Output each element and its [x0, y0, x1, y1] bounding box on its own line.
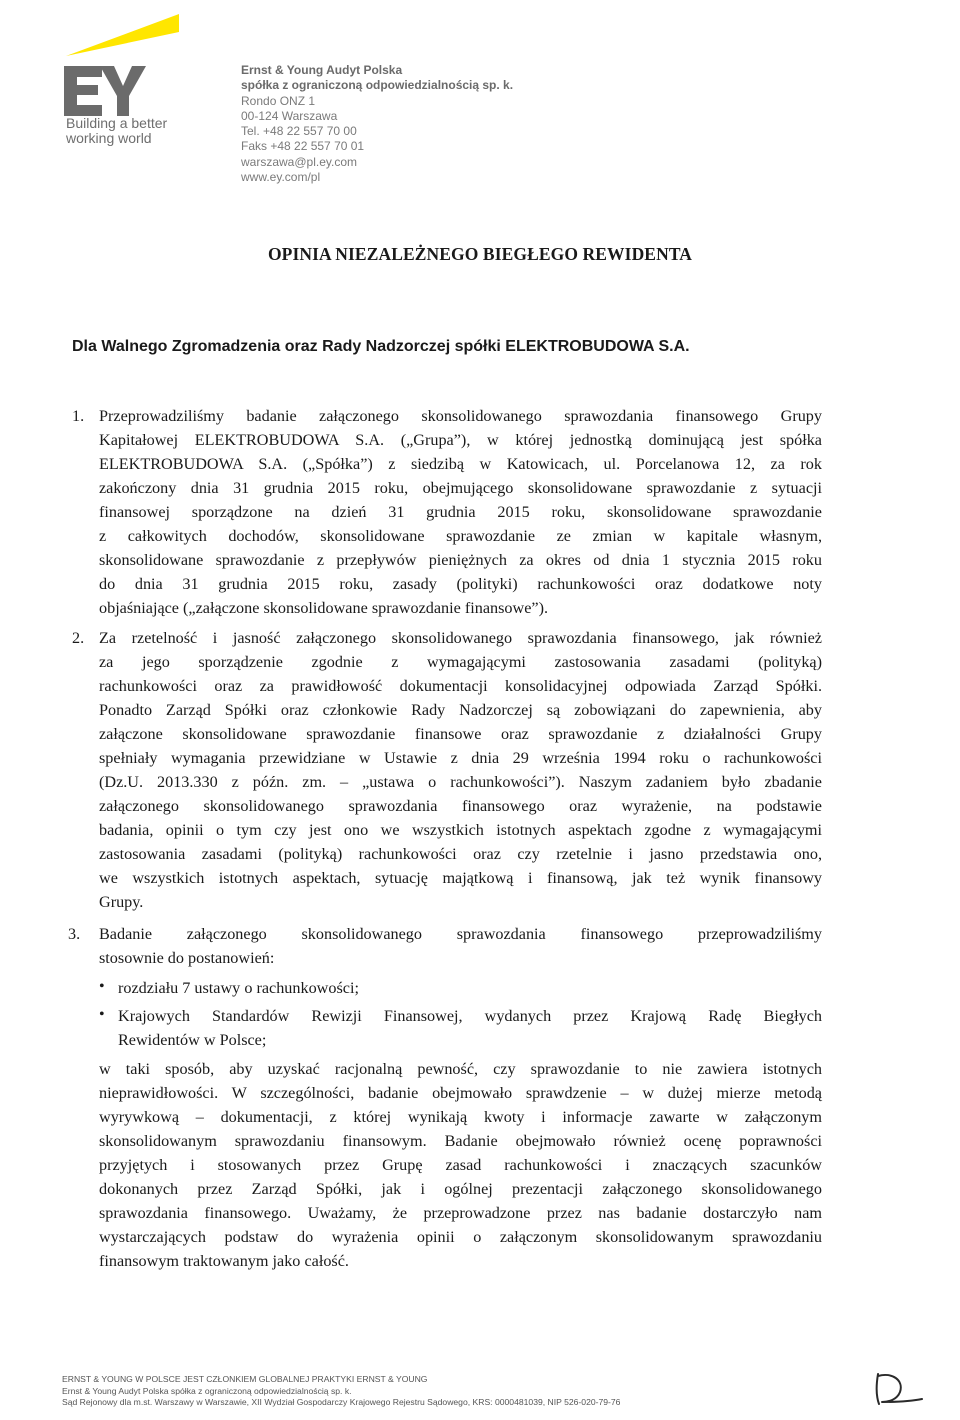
section-1-line: Kapitałowej ELEKTROBUDOWA S.A. („Grupa”), w której jednostką dominującą jest spółka — [99, 431, 822, 449]
section-2-line: (Dz.U. 2013.330 z późn. zm. – „ustawa o rachunkowości”). Naszym zadaniem było zbadanie — [99, 773, 822, 791]
section-2-line: we wszystkich istotnych aspektach, sytuację majątkową i finansową, jak też wynik finansowy — [99, 869, 822, 887]
section-1-number: 1. — [72, 407, 85, 425]
firm-legal-form: spółka z ograniczoną odpowiedzialnością sp. k. — [241, 78, 514, 93]
bullet-item-line: Rewidentów w Polsce; — [118, 1031, 267, 1049]
section-2-line: badania, opinii o tym czy jest ono we wszystkich istotnych aspektach zgodne z wymagającymi — [99, 821, 822, 839]
yellow-beam — [66, 14, 179, 56]
section-1-line: objaśniające („załączone skonsolidowane sprawozdanie finansowe”). — [99, 599, 549, 617]
section-3-line: wystarczających podstaw do wyrażenia opinii o załączonym skonsolidowanym sprawozdaniu — [99, 1228, 822, 1246]
street: Rondo ONZ 1 — [241, 93, 316, 108]
section-2-line: zastosowania zasadami (polityką) rachunkowości oraz czy rzetelnie i jasno przedstawia ono, — [99, 845, 822, 863]
section-2-line: załączonego skonsolidowanego sprawozdania finansowego oraz wyrażenie, na podstawie — [99, 797, 822, 815]
section-2-text — [99, 626, 822, 914]
bullet-item — [118, 1004, 822, 1052]
bullet-item-line: Krajowych Standardów Rewizji Finansowej, wydanych przez Krajową Radę Biegłych — [118, 1007, 822, 1025]
section-3-line: nieprawidłowości. W szczególności, badanie obejmowało sprawdzenie – w dużej mierze metodą — [99, 1084, 822, 1102]
bullet-icon: • — [99, 1006, 105, 1023]
section-2-line: Ponadto Zarząd Spółki oraz członkowie Rady Nadzorczej są zobowiązani do zapewnienia, aby — [99, 701, 822, 719]
bullet-item-line: rozdziału 7 ustawy o rachunkowości; — [118, 979, 359, 997]
firm-name: Ernst & Young Audyt Polska — [241, 63, 403, 77]
tagline-line-2: working world — [66, 130, 152, 146]
document-title: OPINIA NIEZALEŻNEGO BIEGŁEGO REWIDENTA — [267, 244, 693, 264]
section-3-line: skonsolidowanym sprawozdaniu finansowym. Badanie obejmowało również ocenę poprawności — [99, 1132, 822, 1150]
section-3-intro — [99, 922, 822, 970]
section-1-line: z całkowitych dochodów, skonsolidowane sprawozdanie ze zmian w kapitale własnym, — [99, 527, 822, 545]
postal-city: 00-124 Warszawa — [241, 108, 338, 123]
section-3-number: 3. — [68, 925, 81, 943]
initials-signature — [870, 1368, 926, 1408]
tagline-line-1: Building a better — [66, 115, 168, 131]
bullet-icon: • — [99, 978, 105, 995]
section-3-line: w taki sposób, aby uzyskać racjonalną pewność, czy sprawozdanie to nie zawiera istotnych — [99, 1060, 822, 1078]
section-2-line: Za rzetelność i jasność załączonego skonsolidowanego sprawozdania finansowego, jak również — [99, 629, 822, 647]
section-2-line: załączone skonsolidowane sprawozdanie finansowe oraz sprawozdanie z działalności Grupy — [99, 725, 822, 743]
email-address: warszawa@pl.ey.com — [241, 154, 357, 169]
section-3-line: wyrywkową – dokumentacji, z której wynikają kwoty i informacje zawarte w załączonym — [99, 1108, 822, 1126]
logo-letter-e — [64, 66, 102, 116]
section-3-line: przyjętych i stosowanych przez Grupę zasad rachunkowości i znaczących szacunków — [99, 1156, 822, 1174]
section-1-line: skonsolidowane sprawozdanie z przepływów pieniężnych za okres od dnia 1 stycznia 2015 roku — [99, 551, 822, 569]
section-1-line: finansowej sporządzone na dzień 31 grudnia 2015 roku, skonsolidowane sprawozdanie — [99, 503, 822, 521]
section-2-line: spełniały wymagania przewidziane w Ustawie z dnia 29 września 1994 roku o rachunkowości — [99, 749, 822, 767]
section-3-intro-line: stosownie do postanowień: — [99, 949, 275, 967]
section-3-line: sprawozdania finansowego. Uważamy, że przeprowadzone przez nas badanie dostarczyło nam — [99, 1204, 822, 1222]
section-1-line: zakończony dnia 31 grudnia 2015 roku, obejmującego skonsolidowane sprawozdanie z sytuacji — [99, 479, 822, 497]
page-footer — [62, 1374, 822, 1409]
section-2-line: Grupy. — [99, 893, 144, 911]
website: www.ey.com/pl — [241, 170, 321, 185]
section-3-intro-line: Badanie załączonego skonsolidowanego sprawozdania finansowego przeprowadziliśmy — [99, 925, 822, 943]
section-2-line: za jego sporządzenie zgodnie z wymagającymi zastosowania zasadami (polityką) — [99, 653, 822, 671]
section-2-number: 2. — [72, 629, 85, 647]
section-3-line: finansowym traktowanym jako całość. — [99, 1252, 349, 1270]
section-1-text — [99, 404, 822, 620]
section-1-line: Przeprowadziliśmy badanie załączonego skonsolidowanego sprawozdania finansowego Grupy — [99, 407, 822, 425]
section-2-line: rachunkowości oraz za prawidłowość dokumentacji konsolidacyjnej odpowiada Zarząd Spółki. — [99, 677, 822, 695]
footer-line-1: ERNST & YOUNG W POLSCE JEST CZŁONKIEM GLOBALNEJ PRAKTYKI ERNST & YOUNG — [62, 1374, 428, 1384]
footer-line-3: Sąd Rejonowy dla m.st. Warszawy w Warszawie, XII Wydział Gospodarczy Krajowego Rejestru Sądowego, KRS: 0000481039, NIP 526-020-79-76 — [62, 1397, 621, 1408]
addressee-line: Dla Walnego Zgromadzenia oraz Rady Nadzorczej spółki ELEKTROBUDOWA S.A. — [72, 338, 690, 355]
bullet-item — [118, 976, 822, 1000]
section-1-line: ELEKTROBUDOWA S.A. („Spółka”) z siedzibą w Katowicach, ul. Porcelanowa 12, za rok — [99, 455, 822, 473]
section-1-line: do dnia 31 grudnia 2015 roku, zasady (polityki) rachunkowości oraz dodatkowe noty — [99, 575, 822, 593]
logo-tagline — [66, 116, 206, 146]
logo-letter-y — [100, 66, 146, 116]
fax: Faks +48 22 557 70 01 — [241, 139, 365, 154]
firm-address-block — [241, 63, 561, 185]
footer-line-2: Ernst & Young Audyt Polska spółka z ograniczoną odpowiedzialnością sp. k. — [62, 1385, 352, 1396]
section-3-text — [99, 1057, 822, 1273]
section-3-line: dokonanych przez Zarząd Spółki, jak i ogólnej prezentacji załączonego skonsolidowanego — [99, 1180, 822, 1198]
phone: Tel. +48 22 557 70 00 — [241, 124, 357, 139]
